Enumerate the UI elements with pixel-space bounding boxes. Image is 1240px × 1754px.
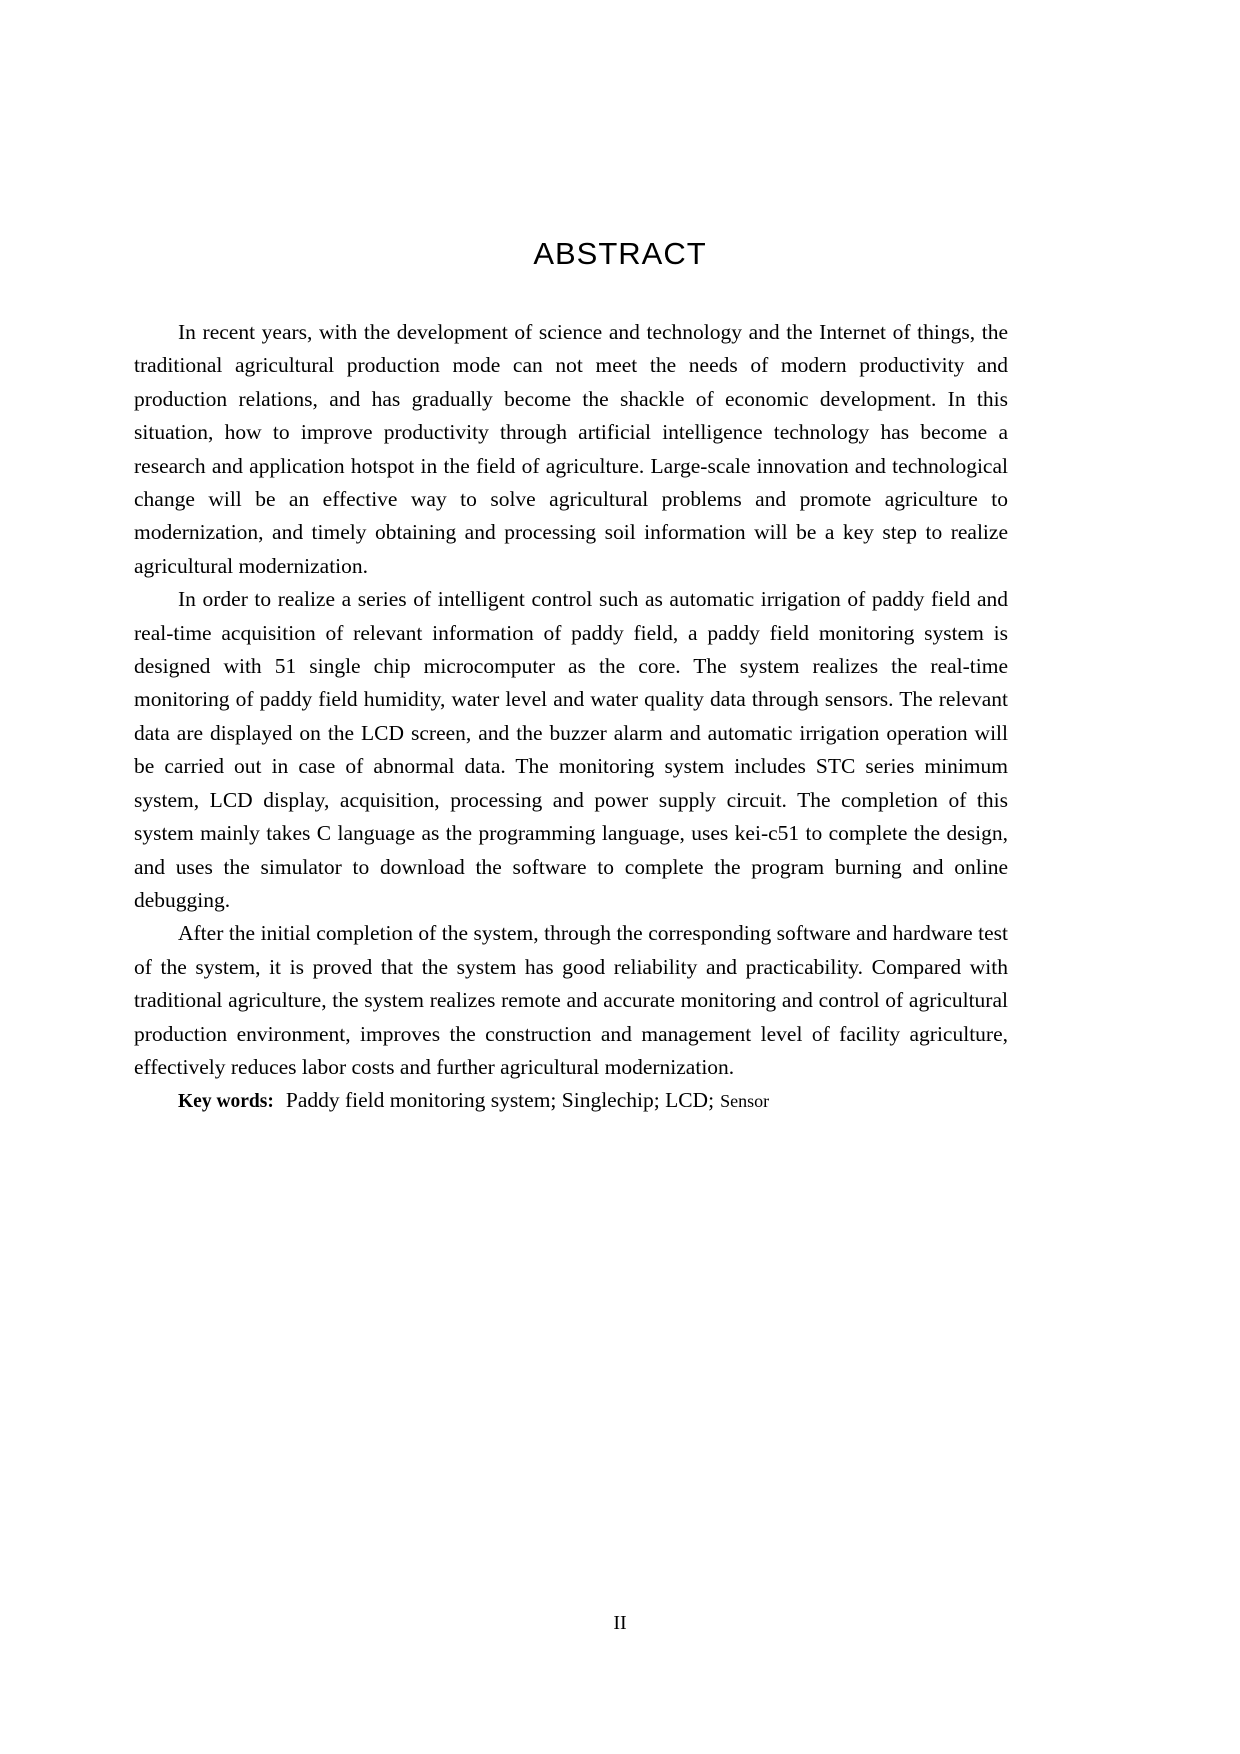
abstract-paragraph-3: After the initial completion of the system, through the corresponding software and hardware test of the system, it is proved that the system has good reliability and practicability. Compared with traditional agriculture, the system realizes remote and accurate monitoring and control of agricultural production environment, improves the construction and management level of facility agriculture, effectively reduces labor costs and further agricultural modernization. xyxy=(134,921,1008,1079)
keywords-term-sensor: Sensor xyxy=(720,1091,770,1112)
keywords-line xyxy=(134,1084,1008,1118)
page-title: ABSTRACT xyxy=(533,236,707,271)
keywords-label: Key words: xyxy=(178,1091,274,1113)
abstract-paragraph-2: In order to realize a series of intelligent control such as automatic irrigation of paddy field and real-time acquisition of relevant information of paddy field, a paddy field monitoring system is designed with 51 single chip microcomputer as the core. The system realizes the real-time monitoring of paddy field humidity, water level and water quality data through sensors. The relevant data are displayed on the LCD screen, and the buzzer alarm and automatic irrigation operation will be carried out in case of abnormal data. The monitoring system includes STC series minimum system, LCD display, acquisition, processing and power supply circuit. The completion of this system mainly takes C language as the programming language, uses kei-c51 to complete the design, and uses the simulator to download the software to complete the program burning and online debugging. xyxy=(134,587,1008,912)
keywords-terms: Paddy field monitoring system; Singlechip; LCD; xyxy=(285,1088,715,1113)
abstract-body xyxy=(134,316,1008,1119)
abstract-paragraph-1: In recent years, with the development of science and technology and the Internet of things, the traditional agricultural production mode can not meet the needs of modern productivity and production relations, and has gradually become the shackle of economic development. In this situation, how to improve productivity through artificial intelligence technology has become a research and application hotspot in the field of agriculture. Large-scale innovation and technological change will be an effective way to solve agricultural problems and promote agriculture to modernization, and timely obtaining and processing soil information will be a key step to realize agricultural modernization. xyxy=(134,320,1008,578)
page-number: II xyxy=(613,1612,627,1634)
